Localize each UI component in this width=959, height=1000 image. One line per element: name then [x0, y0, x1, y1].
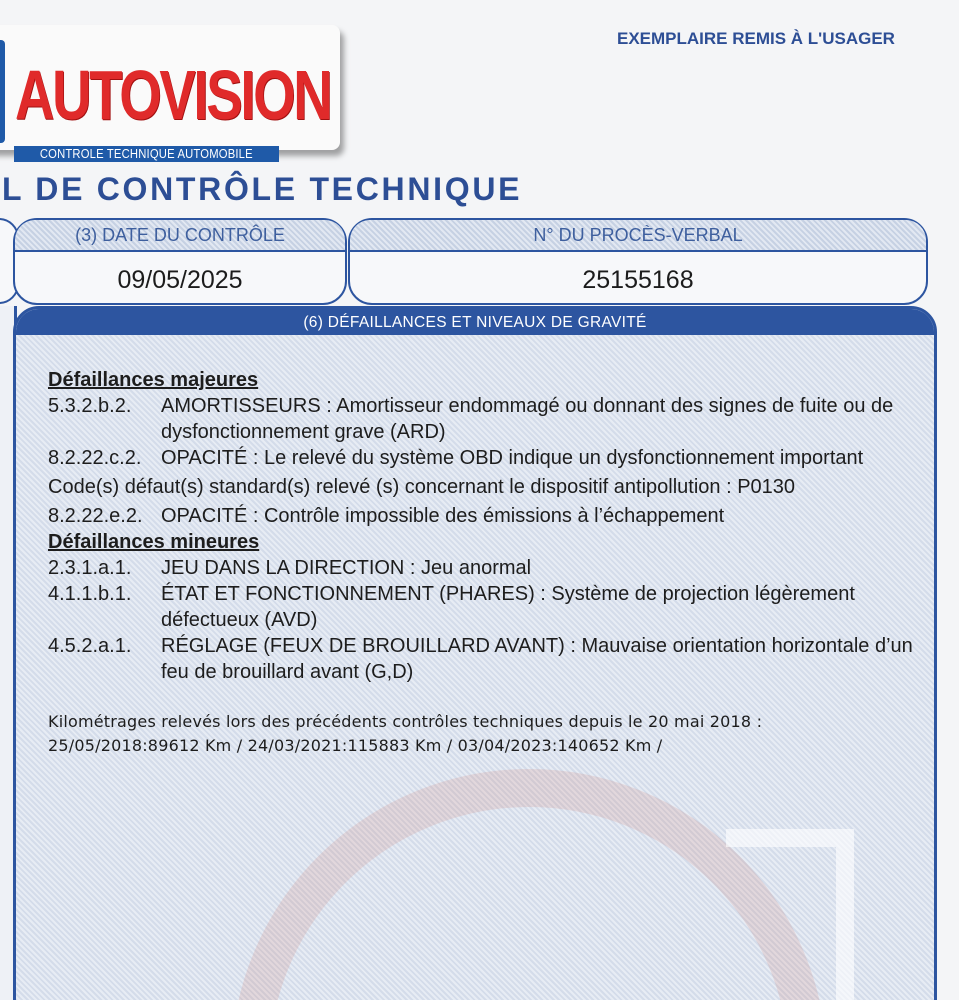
defect-code: 4.5.2.a.1.: [48, 635, 132, 657]
pv-value: 25155168: [582, 266, 694, 294]
defect-code: 8.2.22.c.2.: [48, 447, 142, 469]
defects-panel: [13, 306, 937, 1000]
defect-text: JEU DANS LA DIRECTION : Jeu anormal: [161, 557, 532, 579]
defect-text: OPACITÉ : Contrôle impossible des émissions à l’échappement: [161, 505, 725, 527]
defects-content: [48, 367, 937, 758]
defect-row: [48, 555, 937, 581]
logo-name: AUTOVISION: [15, 56, 331, 134]
defect-row: [48, 581, 937, 633]
mileage-intro: Kilométrages relevés lors des précédents contrôles techniques depuis le 20 mai 2018 :: [48, 712, 763, 731]
mileage-values: 25/05/2018:89612 Km / 24/03/2021:115883 Km / 03/04/2023:140652 Km /: [48, 736, 663, 755]
car-logo-icon: [0, 40, 5, 143]
defect-text: ÉTAT ET FONCTIONNEMENT (PHARES) : Système de projection légèrement défectueux (AVD): [161, 583, 855, 631]
autovision-logo: [0, 25, 340, 161]
defect-row: [48, 503, 937, 529]
copy-label: EXEMPLAIRE REMIS À L'USAGER: [617, 29, 895, 48]
defect-row: [48, 445, 937, 471]
defect-code: 5.3.2.b.2.: [48, 395, 132, 417]
defect-code: 2.3.1.a.1.: [48, 557, 132, 579]
defect-text: OPACITÉ : Le relevé du système OBD indique un dysfonctionnement important: [161, 447, 864, 469]
pv-box: [348, 218, 928, 305]
obd-code-line: Code(s) défaut(s) standard(s) relevé (s) concernant le dispositif antipollution : P0130: [48, 476, 796, 498]
mileage-history: [48, 710, 937, 758]
date-value: 09/05/2025: [117, 266, 243, 294]
pv-label: N° DU PROCÈS-VERBAL: [350, 220, 926, 252]
defect-row: [48, 393, 937, 445]
defect-code: 4.1.1.b.1.: [48, 583, 132, 605]
watermark-shape: [726, 829, 854, 1000]
defects-title: (6) DÉFAILLANCES ET NIVEAUX DE GRAVITÉ: [16, 309, 934, 335]
logo-tagline: CONTROLE TECHNIQUE AUTOMOBILE: [14, 146, 279, 162]
defect-text: RÉGLAGE (FEUX DE BROUILLARD AVANT) : Mauvaise orientation horizontale d’un feu de brouillard avant (G,D): [161, 635, 913, 683]
defect-code: 8.2.22.e.2.: [48, 505, 143, 527]
defect-text: AMORTISSEURS : Amortisseur endommagé ou donnant des signes de fuite ou de dysfonctionnement grave (ARD): [161, 395, 894, 443]
major-defects-heading: Défaillances majeures: [48, 369, 259, 391]
date-box: [13, 218, 347, 305]
document-title: L DE CONTRÔLE TECHNIQUE: [2, 171, 523, 207]
date-label: (3) DATE DU CONTRÔLE: [15, 220, 345, 252]
defect-row: [48, 633, 937, 685]
minor-defects-heading: Défaillances mineures: [48, 531, 260, 553]
